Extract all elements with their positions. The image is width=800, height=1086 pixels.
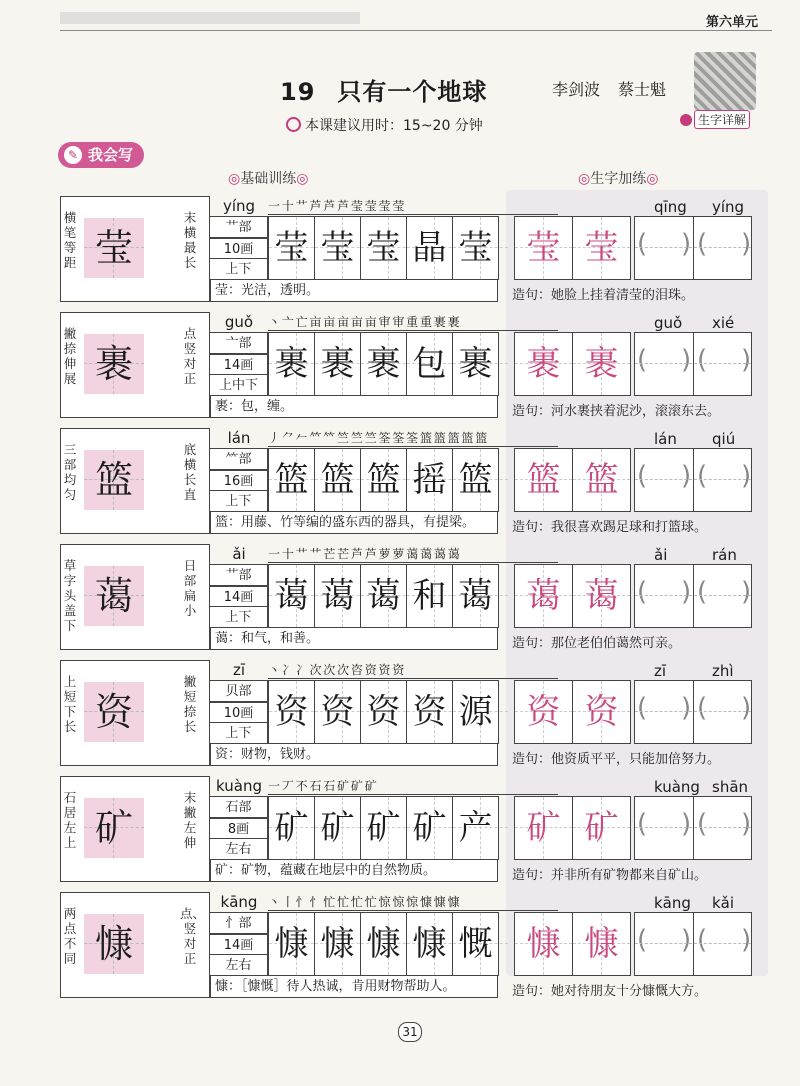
structure: 左右 xyxy=(210,954,268,976)
write-box[interactable]: ( ) ( ) xyxy=(634,564,752,628)
extra-block xyxy=(510,428,766,534)
write-box[interactable]: ( ) ( ) xyxy=(634,332,752,396)
stroke-count: 10画 xyxy=(210,238,268,260)
main-character: 慷 xyxy=(94,922,133,966)
extra-pinyin: zhì xyxy=(712,662,734,680)
extra-block xyxy=(510,660,766,766)
trace-cell: 资 xyxy=(572,680,631,744)
main-character: 莹 xyxy=(94,226,133,270)
trace-cell: 裹 xyxy=(572,332,631,396)
main-character: 矿 xyxy=(94,806,133,850)
character-block xyxy=(60,428,498,534)
practice-cell: 裹 xyxy=(360,332,407,396)
extra-block xyxy=(510,544,766,650)
stroke-count: 14画 xyxy=(210,586,268,608)
structure: 上中下 xyxy=(210,374,268,396)
authors xyxy=(552,77,684,100)
stroke-count: 14画 xyxy=(210,354,268,376)
main-character: 蔼 xyxy=(94,574,133,618)
practice-cell: 裹 xyxy=(268,332,315,396)
practice-cell: 莹 xyxy=(452,216,499,280)
definition: 篮：用藤、竹等编的盛东西的器具，有提梁。 xyxy=(210,512,498,534)
lesson-number: 19 xyxy=(280,78,316,106)
extra-pinyin: ǎi xyxy=(654,546,668,564)
practice-cell: 慷 xyxy=(314,912,361,976)
stroke-count: 8画 xyxy=(210,818,268,840)
extra-pinyin: kuàng xyxy=(654,778,700,796)
trace-cell: 蔼 xyxy=(514,564,573,628)
practice-cell: 篮 xyxy=(452,448,499,512)
radical: 艹部 xyxy=(210,564,268,586)
practice-cell: 蔼 xyxy=(268,564,315,628)
practice-cell: 篮 xyxy=(268,448,315,512)
practice-cell: 莹 xyxy=(314,216,361,280)
stroke-count: 16画 xyxy=(210,470,268,492)
pinyin: lán xyxy=(227,429,251,447)
main-character: 裹 xyxy=(94,342,133,386)
left-tip: 草字头盖下 xyxy=(63,558,77,633)
practice-cell: 蔼 xyxy=(360,564,407,628)
pinyin: kuàng xyxy=(216,777,262,795)
radical: 贝部 xyxy=(210,680,268,702)
right-tip: 日部扁小 xyxy=(183,558,197,618)
example-sentence: 造句：她对待朋友十分慷慨大方。 xyxy=(512,984,708,999)
extra-pinyin: qīng xyxy=(654,198,687,216)
extra-pinyin: kāng xyxy=(654,894,691,912)
practice-cell: 矿 xyxy=(360,796,407,860)
author: 蔡士魁 xyxy=(618,80,667,99)
practice-cell: 裹 xyxy=(314,332,361,396)
detail-label: 生字详解 xyxy=(694,110,750,129)
main-character: 篮 xyxy=(94,458,133,502)
trace-cell: 资 xyxy=(514,680,573,744)
definition: 裹：包，缠。 xyxy=(210,396,498,418)
lesson-name: 只有一个地球 xyxy=(337,78,488,106)
write-box[interactable]: ( ) ( ) xyxy=(634,216,752,280)
lesson-title xyxy=(280,72,487,107)
practice-cell: 和 xyxy=(406,564,453,628)
stroke-order: 丿 ⺈ 𠂉 𥫗 𥫗 竺 竺 竺 筌 筌 筌 篮 篮 篮 篮 篮 xyxy=(268,430,558,447)
trace-cell: 莹 xyxy=(572,216,631,280)
stroke-order: 一 丆 不 石 石 矿 矿 矿 xyxy=(268,778,558,795)
radical: 忄部 xyxy=(210,912,268,934)
stroke-order: 丶 冫 冫 次 次 次 咨 资 资 资 xyxy=(268,662,558,679)
pencil-icon: ✎ xyxy=(64,146,82,164)
write-box[interactable]: ( ) ( ) xyxy=(634,912,752,976)
example-sentence: 造句：那位老伯伯蔼然可亲。 xyxy=(512,636,682,651)
example-sentence: 造句：我很喜欢踢足球和打篮球。 xyxy=(512,520,708,535)
structure: 上下 xyxy=(210,490,268,512)
left-tip: 横笔等距 xyxy=(63,210,77,270)
right-tip: 撇短捺长 xyxy=(183,674,197,734)
pinyin: yíng xyxy=(222,197,256,215)
right-tip: 点、竖对正 xyxy=(180,906,206,966)
time-hint xyxy=(286,115,483,135)
practice-row xyxy=(268,332,498,396)
clock-icon xyxy=(286,117,301,132)
practice-cell: 包 xyxy=(406,332,453,396)
extra-pinyin: qiú xyxy=(712,430,736,448)
character-block xyxy=(60,312,498,418)
left-tip: 石居左上 xyxy=(63,790,77,850)
character-block xyxy=(60,196,498,302)
write-box[interactable]: ( ) ( ) xyxy=(634,448,752,512)
extra-pinyin: kǎi xyxy=(712,894,735,912)
character-block xyxy=(60,660,498,766)
practice-cell: 资 xyxy=(314,680,361,744)
extra-block xyxy=(510,196,766,302)
unit-label: 第六单元 xyxy=(705,15,758,30)
example-sentence: 造句：河水裹挟着泥沙，滚滚东去。 xyxy=(512,404,721,419)
extra-pinyin: guǒ xyxy=(654,314,683,332)
left-tip: 上短下长 xyxy=(63,674,77,734)
definition: 慷：［慷慨］待人热诚，肯用财物帮助人。 xyxy=(210,976,498,998)
trace-cell: 篮 xyxy=(514,448,573,512)
practice-cell: 矿 xyxy=(268,796,315,860)
practice-cell: 莹 xyxy=(268,216,315,280)
author: 李剑波 xyxy=(552,80,601,99)
definition: 资：财物，钱财。 xyxy=(210,744,498,766)
trace-cell: 裹 xyxy=(514,332,573,396)
extra-pinyin: xié xyxy=(712,314,735,332)
right-tip: 末横最长 xyxy=(183,210,197,270)
practice-row xyxy=(268,912,498,976)
left-tip: 撇捺伸展 xyxy=(63,326,77,386)
trace-cell: 矿 xyxy=(514,796,573,860)
badge-label: 我会写 xyxy=(88,146,134,164)
practice-cell: 慷 xyxy=(406,912,453,976)
stroke-order: 丶 丨 忄 忄 忙 忙 忙 忙 惊 惊 惊 慷 慷 慷 xyxy=(268,894,558,911)
extra-pinyin: zī xyxy=(654,662,667,680)
qr-code-icon[interactable] xyxy=(694,52,756,110)
definition: 莹：光洁，透明。 xyxy=(210,280,498,302)
extra-pinyin: shān xyxy=(712,778,749,796)
example-sentence: 造句：她脸上挂着清莹的泪珠。 xyxy=(512,288,695,303)
character-block xyxy=(60,776,498,882)
pinyin: ǎi xyxy=(232,545,246,563)
trace-cell: 慷 xyxy=(514,912,573,976)
person-icon xyxy=(680,114,692,126)
practice-cell: 产 xyxy=(452,796,499,860)
practice-cell: 慷 xyxy=(268,912,315,976)
radical: ⺮部 xyxy=(210,448,268,470)
right-section-title: ◎生字加练◎ xyxy=(578,171,659,187)
pinyin: kāng xyxy=(220,893,258,911)
header-faded-text xyxy=(60,12,360,24)
character-block xyxy=(60,892,498,998)
pinyin: zī xyxy=(232,661,246,679)
practice-cell: 裹 xyxy=(452,332,499,396)
practice-cell: 莹 xyxy=(360,216,407,280)
example-sentence: 造句：并非所有矿物都来自矿山。 xyxy=(512,868,708,883)
trace-cell: 篮 xyxy=(572,448,631,512)
practice-cell: 矿 xyxy=(406,796,453,860)
radical: 石部 xyxy=(210,796,268,818)
definition: 矿：矿物，蕴藏在地层中的自然物质。 xyxy=(210,860,498,882)
stroke-count: 10画 xyxy=(210,702,268,724)
main-character: 资 xyxy=(94,690,133,734)
left-section-title: ◎基础训练◎ xyxy=(228,171,309,187)
section-badge xyxy=(58,142,144,168)
trace-cell: 莹 xyxy=(514,216,573,280)
practice-row xyxy=(268,216,498,280)
stroke-order: 一 十 艹 芦 芦 芦 莹 莹 莹 莹 xyxy=(268,198,558,215)
extra-pinyin: lán xyxy=(654,430,677,448)
extra-pinyin: yíng xyxy=(712,198,745,216)
extra-block xyxy=(510,312,766,418)
structure: 上下 xyxy=(210,606,268,628)
practice-cell: 蔼 xyxy=(452,564,499,628)
practice-cell: 篮 xyxy=(360,448,407,512)
radical: 艹部 xyxy=(210,216,268,238)
practice-cell: 矿 xyxy=(314,796,361,860)
detail-link[interactable] xyxy=(680,110,766,128)
practice-row xyxy=(268,796,498,860)
practice-cell: 源 xyxy=(452,680,499,744)
left-tip: 三部均匀 xyxy=(63,442,77,502)
structure: 左右 xyxy=(210,838,268,860)
trace-cell: 蔼 xyxy=(572,564,631,628)
practice-cell: 晶 xyxy=(406,216,453,280)
practice-cell: 蔼 xyxy=(314,564,361,628)
right-tip: 末撇左伸 xyxy=(183,790,197,850)
left-tip: 两点不同 xyxy=(63,906,77,966)
extra-pinyin: rán xyxy=(712,546,737,564)
practice-cell: 慷 xyxy=(360,912,407,976)
stroke-order: 丶 亠 亡 亩 亩 亩 亩 亩 审 审 重 重 裹 裹 xyxy=(268,314,558,331)
extra-block xyxy=(510,776,766,882)
running-header xyxy=(60,10,772,31)
stroke-order: 一 十 艹 艹 芒 芒 芦 芦 萝 萝 蔼 蔼 蔼 蔼 xyxy=(268,546,558,563)
practice-cell: 篮 xyxy=(314,448,361,512)
practice-cell: 资 xyxy=(360,680,407,744)
practice-cell: 资 xyxy=(406,680,453,744)
trace-cell: 矿 xyxy=(572,796,631,860)
trace-cell: 慷 xyxy=(572,912,631,976)
right-tip: 点竖对正 xyxy=(183,326,197,386)
structure: 上下 xyxy=(210,258,268,280)
write-box[interactable]: ( ) ( ) xyxy=(634,680,752,744)
character-block xyxy=(60,544,498,650)
practice-cell: 摇 xyxy=(406,448,453,512)
example-sentence: 造句：他资质平平，只能加倍努力。 xyxy=(512,752,721,767)
practice-cell: 资 xyxy=(268,680,315,744)
definition: 蔼：和气，和善。 xyxy=(210,628,498,650)
practice-cell: 慨 xyxy=(452,912,499,976)
time-hint-text: 本课建议用时：15~20 分钟 xyxy=(305,118,483,134)
structure: 上下 xyxy=(210,722,268,744)
page-number: 31 xyxy=(398,1022,422,1042)
pinyin: guǒ xyxy=(224,313,254,331)
stroke-count: 14画 xyxy=(210,934,268,956)
practice-row xyxy=(268,448,498,512)
practice-row xyxy=(268,680,498,744)
practice-row xyxy=(268,564,498,628)
extra-block xyxy=(510,892,766,998)
write-box[interactable]: ( ) ( ) xyxy=(634,796,752,860)
right-tip: 底横长直 xyxy=(183,442,197,502)
radical: 亠部 xyxy=(210,332,268,354)
